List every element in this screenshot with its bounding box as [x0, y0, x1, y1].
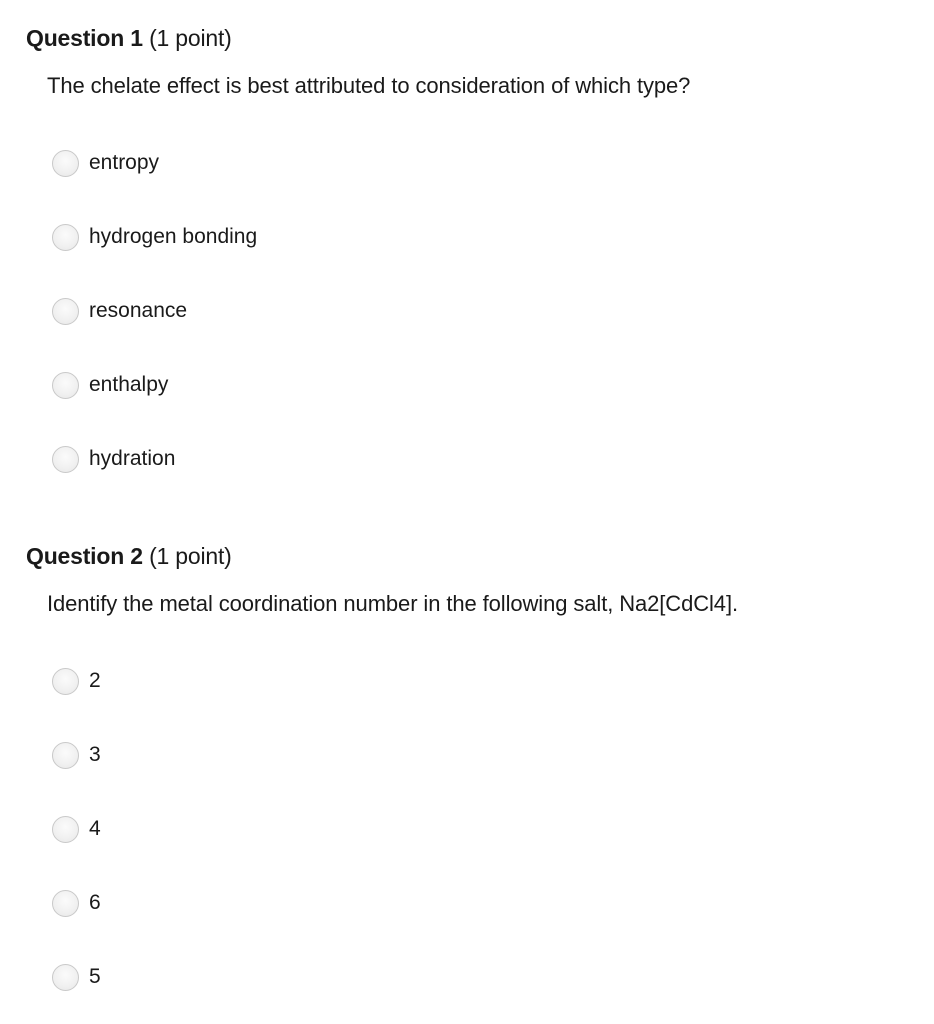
option-label: hydrogen bonding [89, 225, 258, 248]
question-1-option-hydrogen-bonding[interactable] [52, 222, 257, 252]
question-1-title: Question 1 [26, 25, 143, 51]
radio-button[interactable] [52, 372, 79, 399]
question-2-option-4[interactable] [52, 814, 101, 844]
question-2-option-5[interactable] [52, 962, 101, 992]
radio-button[interactable] [52, 150, 79, 177]
question-1-option-hydration[interactable] [52, 444, 175, 474]
radio-button[interactable] [52, 446, 79, 473]
question-1-prompt: The chelate effect is best attributed to consideration of which type? [47, 73, 691, 98]
option-label: resonance [89, 299, 188, 322]
radio-button[interactable] [52, 668, 79, 695]
radio-button[interactable] [52, 964, 79, 991]
radio-button[interactable] [52, 224, 79, 251]
question-2-title: Question 2 [26, 543, 143, 569]
question-2-points: (1 point) [149, 543, 232, 569]
question-2-option-6[interactable] [52, 888, 101, 918]
radio-button[interactable] [52, 816, 79, 843]
question-2-option-3[interactable] [52, 740, 101, 770]
option-label: 4 [89, 817, 101, 840]
option-label: hydration [89, 447, 176, 470]
question-2-option-2[interactable] [52, 666, 101, 696]
option-label: entropy [89, 151, 160, 174]
question-2-prompt: Identify the metal coordination number in the following salt, Na2[CdCl4]. [47, 591, 738, 616]
option-label: 5 [89, 965, 101, 988]
question-1-points: (1 point) [149, 25, 232, 51]
question-1-header [26, 24, 232, 52]
option-label: 2 [89, 669, 101, 692]
radio-button[interactable] [52, 298, 79, 325]
question-1-option-resonance[interactable] [52, 296, 187, 326]
option-label: 3 [89, 743, 101, 766]
question-1-option-entropy[interactable] [52, 148, 159, 178]
option-label: 6 [89, 891, 101, 914]
radio-button[interactable] [52, 890, 79, 917]
question-2-header [26, 542, 232, 570]
question-1-option-enthalpy[interactable] [52, 370, 168, 400]
radio-button[interactable] [52, 742, 79, 769]
option-label: enthalpy [89, 373, 169, 396]
